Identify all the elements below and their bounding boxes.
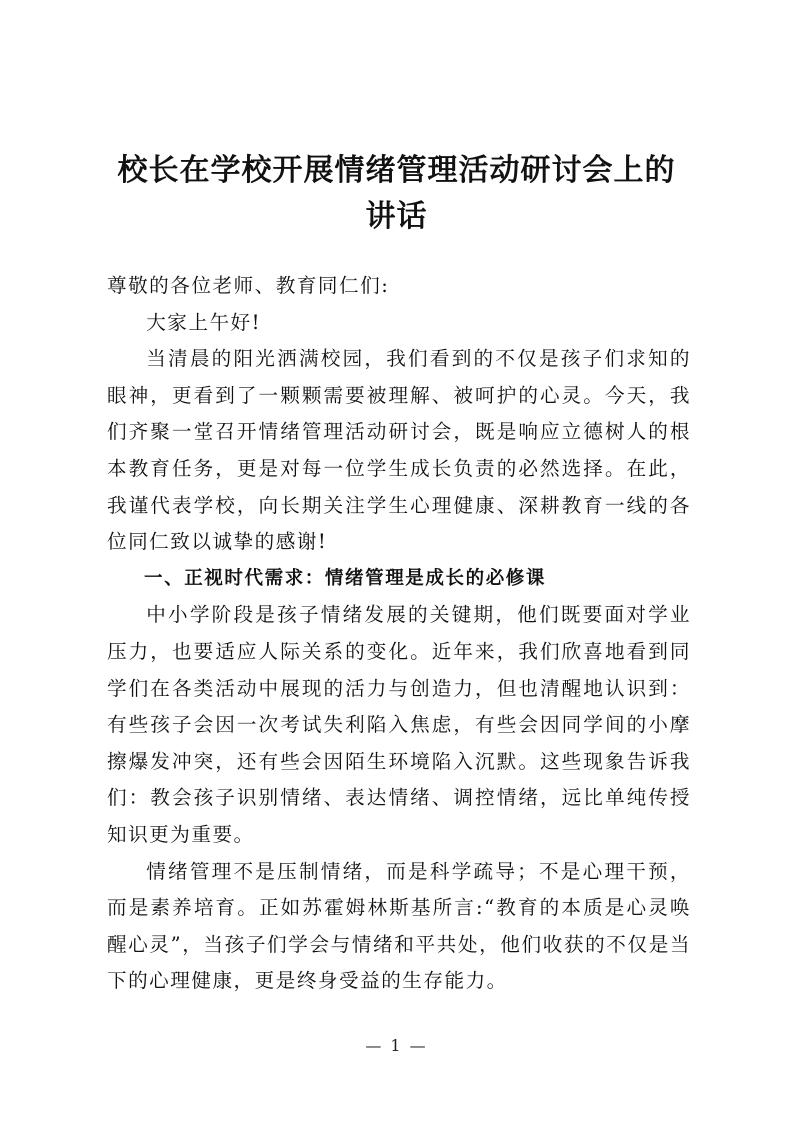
document-title [100,148,693,240]
section-heading-1: 一、正视时代需求：情绪管理是成长的必修课 [144,567,547,589]
paragraph-intro: 当清晨的阳光洒满校园，我们看到的不仅是孩子们求知的眼神，更看到了一颗颗需要被理解、被呵护的心灵。今天，我们齐聚一堂召开情绪管理活动研讨会，既是响应立德树人的根本教育任务，更是对每一位学生成长负责的必然选择。在此，我谨代表学校，向长期关注学生心理健康、深耕教育一线的各位同仁致以诚挚的感谢! [107,347,691,554]
title-line-1: 校长在学校开展情绪管理活动研讨会上的 [117,153,676,188]
document-body [107,268,691,1000]
title-line-2: 讲话 [365,199,428,234]
paragraph-section1-b: 情绪管理不是压制情绪，而是科学疏导；不是心理干预，而是素养培育。正如苏霍姆林斯基所言:“教育的本质是心灵唤醒心灵”，当孩子们学会与情绪和平共处，他们收获的不仅是当下的心理健康，更是终身受益的生存能力。 [107,859,691,993]
page-number: — 1 — [365,1036,428,1055]
salutation: 尊敬的各位老师、教育同仁们: [107,274,390,297]
greeting: 大家上午好! [146,310,262,334]
paragraph-section1-a: 中小学阶段是孩子情绪发展的关键期，他们既要面对学业压力，也要适应人际关系的变化。近年来，我们欣喜地看到同学们在各类活动中展现的活力与创造力，但也清醒地认识到：有些孩子会因一次考试失利陷入焦虑，有些会因同学间的小摩擦爆发冲突，还有些会因陌生环境陷入沉默。这些现象告诉我们：教会孩子识别情绪、表达情绪、调控情绪，远比单纯传授知识更为重要。 [107,603,691,846]
